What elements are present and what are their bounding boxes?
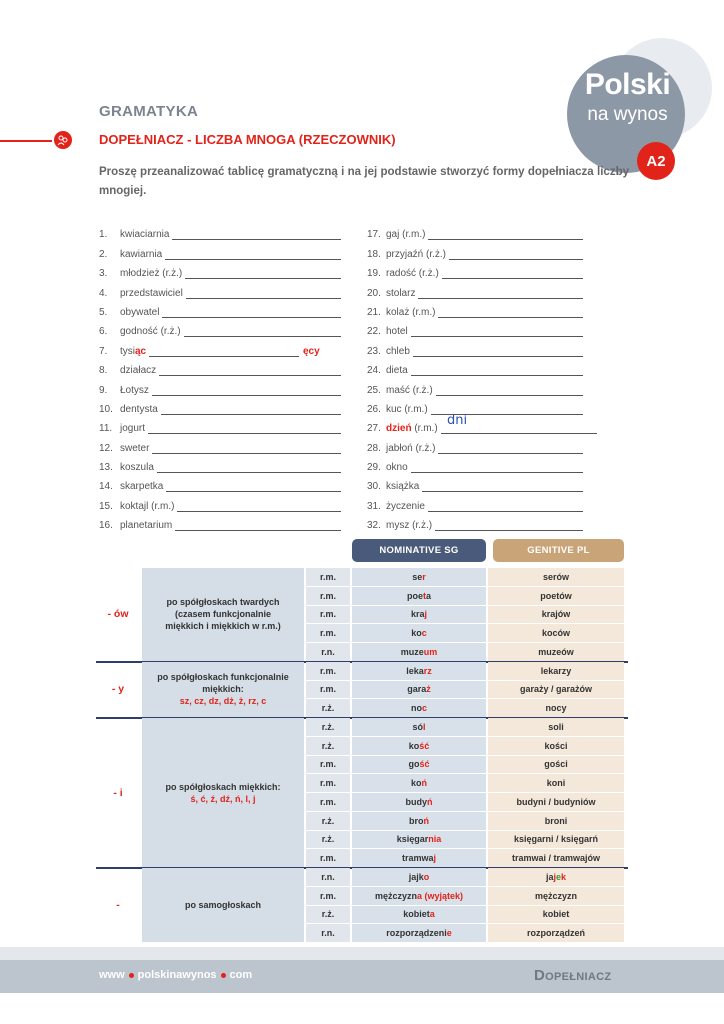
table-row — [96, 587, 628, 606]
ending-highlight: ść — [419, 759, 430, 770]
exercise-item — [99, 415, 341, 434]
nominative-cell: budy ń — [352, 793, 486, 811]
table-row — [96, 606, 628, 625]
exercise-item — [99, 260, 341, 279]
item-word: planetarium — [120, 520, 173, 532]
item-word: kuc (r.m.) — [386, 403, 428, 415]
item-number: 3. — [99, 268, 108, 280]
answer-line[interactable] — [149, 347, 299, 357]
grammar-table — [96, 539, 628, 939]
genitive-cell: księgarni / księgarń — [488, 831, 624, 849]
ending-highlight: e — [446, 928, 452, 939]
rule-line: miękkich i miękkich w r.m.) — [165, 621, 281, 632]
exercise-item — [367, 473, 597, 492]
exercise-item — [99, 454, 341, 473]
exercise-item — [367, 434, 597, 453]
exercise-item — [367, 357, 597, 376]
answer-line[interactable] — [159, 366, 341, 376]
table-row — [96, 643, 628, 662]
genitive-cell: poetów — [488, 587, 624, 605]
answer-line[interactable] — [435, 521, 583, 531]
gender-cell: r.n. — [306, 643, 350, 661]
item-number: 23. — [367, 345, 381, 357]
answer-line[interactable] — [413, 347, 583, 357]
table-row — [96, 924, 628, 943]
rule-consonants: ś, ć, ź, dź, ń, l, j — [190, 793, 256, 804]
item-word: stolarz — [386, 287, 416, 299]
answer-line[interactable] — [422, 482, 583, 492]
item-number: 1. — [99, 229, 108, 241]
ending-highlight: c — [421, 703, 427, 714]
table-row — [96, 681, 628, 700]
ending-highlight: ń — [427, 796, 433, 807]
item-number: 8. — [99, 365, 108, 377]
rule-line: (czasem funkcjonalnie — [174, 609, 272, 620]
item-number: 15. — [99, 500, 113, 512]
item-number: 2. — [99, 248, 108, 260]
exercise-item — [99, 473, 341, 492]
title-bar — [0, 130, 636, 150]
item-number: 9. — [99, 384, 108, 396]
answer-line[interactable] — [418, 289, 583, 299]
answer-line[interactable] — [166, 482, 341, 492]
nominative-cell: ko c — [352, 624, 486, 642]
item-word: chleb — [386, 345, 410, 357]
answer-line[interactable] — [148, 424, 341, 434]
footer-title: Dopełniacz — [534, 967, 612, 984]
exercise-item — [99, 318, 341, 337]
gender-cell: r.m. — [306, 887, 350, 905]
item-word: radość (r.ż.) — [386, 268, 439, 280]
dot-icon — [129, 973, 134, 978]
item-word: skarpetka — [120, 481, 164, 493]
answer-line[interactable] — [172, 230, 341, 240]
answer-line[interactable] — [411, 327, 583, 337]
ending-highlight: a (wyjątek) — [417, 890, 464, 901]
exercise-item — [367, 512, 597, 531]
item-word: koszula — [120, 462, 154, 474]
answer-line[interactable] — [184, 327, 341, 337]
genitive-cell: krajów — [488, 606, 624, 624]
ending-highlight: ń — [421, 778, 427, 789]
answer-line[interactable] — [157, 463, 341, 473]
item-word: obywatel — [120, 306, 160, 318]
genitive-cell: tramwai / tramwajów — [488, 849, 624, 867]
gender-cell: r.m. — [306, 568, 350, 586]
exercise-item — [367, 454, 597, 473]
item-word: Łotysz — [120, 384, 149, 396]
item-number: 31. — [367, 500, 381, 512]
item-word: przyjaźń (r.ż.) — [386, 248, 447, 260]
gender-cell: r.m. — [306, 849, 350, 867]
rule-line: miękkich: — [202, 684, 244, 695]
footer-url[interactable] — [99, 969, 252, 981]
nominative-cell: poe t a — [352, 587, 486, 605]
item-number: 14. — [99, 481, 113, 493]
table-row — [96, 756, 628, 775]
item-number: 26. — [367, 403, 381, 415]
item-number: 11. — [99, 423, 113, 435]
item-number: 7. — [99, 345, 108, 357]
gender-cell: r.n. — [306, 924, 350, 942]
item-word: jogurt — [120, 423, 146, 435]
exercise-item — [99, 240, 341, 259]
item-word: dentysta — [120, 403, 158, 415]
table-row — [96, 699, 628, 718]
footer-url-part: www — [99, 969, 125, 981]
genitive-cell: broni — [488, 812, 624, 830]
nominative-cell: rozporządzeni e — [352, 924, 486, 942]
answer-line[interactable] — [411, 463, 583, 473]
rule-line: po samogłoskach — [184, 900, 262, 910]
group-ending: - y — [111, 683, 125, 696]
genitive-cell: gości — [488, 756, 624, 774]
item-word: jabłoń (r.ż.) — [386, 442, 436, 454]
genitive-cell: kości — [488, 737, 624, 755]
gender-cell: r.m. — [306, 793, 350, 811]
gender-cell: r.ż. — [306, 831, 350, 849]
ending-highlight: c — [421, 628, 427, 639]
table-row — [96, 774, 628, 793]
answer-line[interactable] — [438, 308, 583, 318]
logo-text-na-wynos: na wynos — [587, 104, 668, 125]
nominative-cell: bro ń — [352, 812, 486, 830]
item-word: mysz (r.ż.) — [386, 520, 433, 532]
genitive-cell: kobiet — [488, 906, 624, 924]
item-number: 18. — [367, 248, 381, 260]
nominative-cell: kobiet a — [352, 906, 486, 924]
ending-highlight: nia — [428, 834, 442, 845]
genitive-cell: koców — [488, 624, 624, 642]
exercise-item — [367, 299, 597, 318]
table-row — [96, 812, 628, 831]
table-row — [96, 793, 628, 812]
footer-url-part: polskinawynos — [137, 969, 217, 981]
answer-line[interactable] — [177, 502, 341, 512]
answer-line[interactable] — [428, 502, 583, 512]
gender-cell: r.m. — [306, 681, 350, 699]
item-word: okno — [386, 462, 408, 474]
genitive-cell: rozporządzeń — [488, 924, 624, 942]
table-row — [96, 831, 628, 850]
genitive-cell: muzeów — [488, 643, 624, 661]
answer-line[interactable] — [438, 444, 583, 454]
nominative-cell: só l — [352, 718, 486, 736]
ending-highlight: r — [422, 571, 426, 582]
nominative-cell: no c — [352, 699, 486, 717]
item-word: kawiarnia — [120, 248, 163, 260]
footer-strip — [0, 947, 724, 960]
nominative-cell: jajk o — [352, 868, 486, 886]
exercise-item — [367, 318, 597, 337]
answer-line[interactable] — [152, 444, 341, 454]
gender-cell: r.m. — [306, 587, 350, 605]
exercise-item — [367, 337, 597, 356]
ending-highlight: k — [561, 871, 567, 882]
answer-line[interactable] — [175, 521, 341, 531]
exercise-item — [367, 412, 597, 435]
item-number: 28. — [367, 442, 381, 454]
exercise-item — [99, 221, 341, 240]
table-row — [96, 568, 628, 587]
genitive-cell: budyni / budyniów — [488, 793, 624, 811]
exercise-item — [99, 279, 341, 298]
exercise-item — [367, 260, 597, 279]
item-word: gaj (r.m.) — [386, 229, 426, 241]
item-word: hotel — [386, 326, 408, 338]
rule-consonants: sz, cz, dz, dż, ż, rz, c — [179, 696, 267, 707]
ending-highlight: j — [433, 853, 437, 864]
item-word: przedstawiciel — [120, 287, 183, 299]
item-number: 6. — [99, 326, 108, 338]
answer-text: ęcy — [303, 345, 320, 357]
exercise-item — [367, 279, 597, 298]
exercise-item — [367, 376, 597, 395]
item-word: kolaż (r.m.) — [386, 306, 436, 318]
exercise-item — [367, 240, 597, 259]
handwritten-answer: dni — [447, 412, 468, 428]
answer-line[interactable] — [428, 230, 583, 240]
item-word: godność (r.ż.) — [120, 326, 181, 338]
ending-highlight: um — [423, 646, 438, 657]
table-row — [96, 737, 628, 756]
nominative-cell: ko ść — [352, 737, 486, 755]
gender-cell: r.ż. — [306, 718, 350, 736]
genitive-cell: lekarzy — [488, 662, 624, 680]
nominative-cell: księgar nia — [352, 831, 486, 849]
group-ending: - i — [113, 786, 123, 799]
nominative-cell: mężczyzn a (wyjątek) — [352, 887, 486, 905]
exercise-list-left — [99, 221, 341, 531]
gender-cell: r.m. — [306, 662, 350, 680]
logo-text-polski: Polski — [584, 68, 671, 101]
item-number: 27. — [367, 423, 381, 435]
item-number: 21. — [367, 306, 381, 318]
table-row — [96, 906, 628, 925]
item-number: 16. — [99, 520, 113, 532]
genitive-cell: mężczyzn — [488, 887, 624, 905]
exercise-item — [367, 221, 597, 240]
answer-line[interactable] — [161, 405, 341, 415]
gender-cell: r.ż. — [306, 812, 350, 830]
exercise-item — [99, 337, 341, 356]
item-word: życzenie — [386, 500, 425, 512]
answer-line[interactable] — [152, 386, 341, 396]
item-number: 24. — [367, 365, 381, 377]
nominative-header: NOMINATIVE SG — [352, 539, 486, 562]
item-number: 20. — [367, 287, 381, 299]
item-word: maść (r.ż.) — [386, 384, 433, 396]
answer-line[interactable] — [411, 366, 583, 376]
exercise-item — [99, 396, 341, 415]
gender-cell: r.m. — [306, 774, 350, 792]
answer-line[interactable] — [449, 250, 583, 260]
gender-cell: r.ż. — [306, 906, 350, 924]
item-number: 12. — [99, 442, 113, 454]
item-number: 10. — [99, 403, 113, 415]
gender-cell: r.ż. — [306, 699, 350, 717]
exercise-item — [99, 357, 341, 376]
genitive-cell: serów — [488, 568, 624, 586]
genitive-header: GENITIVE PL — [493, 539, 624, 562]
answer-line[interactable] — [162, 308, 341, 318]
item-number: 5. — [99, 306, 108, 318]
page-title: DOPEŁNIACZ - LICZBA MNOGA (RZECZOWNIK) — [99, 132, 396, 147]
genitive-cell: garaży / garażów — [488, 681, 624, 699]
item-number: 30. — [367, 481, 381, 493]
item-word: dieta — [386, 365, 408, 377]
nominative-cell: go ść — [352, 756, 486, 774]
nominative-cell: tramwa j — [352, 849, 486, 867]
exercise-item — [99, 434, 341, 453]
answer-line[interactable] — [436, 386, 583, 396]
ending-highlight: j — [553, 871, 556, 882]
gender-cell: r.m. — [306, 756, 350, 774]
exercise-item — [99, 512, 341, 531]
table-row — [96, 662, 628, 681]
gender-cell: r.n. — [306, 868, 350, 886]
exercise-list-right — [367, 221, 597, 531]
table-row — [96, 718, 628, 737]
genitive-cell: soli — [488, 718, 624, 736]
answer-line[interactable] — [442, 269, 583, 279]
gender-cell: r.m. — [306, 606, 350, 624]
instruction-text: Proszę przeanalizować tablicę gramatyczną i na jej podstawie stworzyć formy dopełniacza liczby mnogiej. — [99, 166, 629, 197]
exercise-item — [99, 299, 341, 318]
item-number: 25. — [367, 384, 381, 396]
exercise-item — [99, 492, 341, 511]
genitive-cell: nocy — [488, 699, 624, 717]
item-number: 29. — [367, 462, 381, 474]
ending-highlight: ż — [426, 684, 431, 695]
item-word-ending: ąc — [135, 345, 147, 357]
ending-highlight: ń — [423, 815, 429, 826]
rule-line: po spółgłoskach funkcjonalnie — [157, 672, 289, 683]
item-number: 4. — [99, 287, 108, 299]
rule-line: po spółgłoskach twardych — [166, 597, 280, 608]
answer-line[interactable] — [186, 289, 341, 299]
item-word: kwiaciarnia — [120, 229, 170, 241]
gender-cell: r.m. — [306, 624, 350, 642]
ending-highlight: t — [423, 590, 426, 601]
ending-highlight: l — [423, 721, 426, 732]
group-ending: - — [116, 899, 120, 911]
ending-highlight: o — [423, 871, 430, 882]
ending-highlight: rz — [423, 665, 432, 676]
item-number: 13. — [99, 462, 113, 474]
nominative-cell: leka rz — [352, 662, 486, 680]
exercise-item — [99, 376, 341, 395]
item-number: 19. — [367, 268, 381, 280]
section-label: GRAMATYKA — [99, 103, 199, 120]
item-number: 17. — [367, 229, 381, 241]
item-number: 32. — [367, 520, 381, 532]
table-row — [96, 868, 628, 887]
nominative-cell: gara ż — [352, 681, 486, 699]
ending-highlight: j — [424, 609, 428, 620]
item-word: tysiąc — [120, 345, 147, 357]
item-word: młodzież (r.ż.) — [120, 268, 183, 280]
ending-highlight: a — [429, 909, 435, 920]
ending-highlight: ść — [419, 740, 430, 751]
footer-url-part: com — [229, 969, 253, 981]
genitive-cell: koni — [488, 774, 624, 792]
gender-cell: r.ż. — [306, 737, 350, 755]
item-word: dzień (r.m.) — [386, 423, 438, 435]
rule-line: po spółgłoskach miękkich: — [165, 781, 281, 792]
item-word-highlight: dzień — [386, 423, 412, 435]
inserted-vowel: e — [556, 871, 562, 882]
nominative-cell: kra j — [352, 606, 486, 624]
table-row — [96, 624, 628, 643]
item-word: sweter — [120, 442, 150, 454]
item-word: książka — [386, 481, 420, 493]
table-row — [96, 887, 628, 906]
dot-icon — [221, 973, 226, 978]
group-ending: - ów — [107, 608, 129, 621]
item-word: koktajl (r.m.) — [120, 500, 175, 512]
nominative-cell: se r — [352, 568, 486, 586]
level-badge: A2 — [637, 142, 675, 180]
item-number: 22. — [367, 326, 381, 338]
item-word: działacz — [120, 365, 157, 377]
exercise-item — [367, 492, 597, 511]
nominative-cell: muze um — [352, 643, 486, 661]
genitive-cell: ja j e k — [488, 868, 624, 886]
answer-line[interactable] — [185, 269, 341, 279]
title-accent-line — [0, 140, 52, 142]
table-row — [96, 849, 628, 868]
nominative-cell: ko ń — [352, 774, 486, 792]
people-icon — [54, 131, 72, 149]
exercise-item — [367, 396, 597, 415]
answer-line[interactable] — [165, 250, 341, 260]
